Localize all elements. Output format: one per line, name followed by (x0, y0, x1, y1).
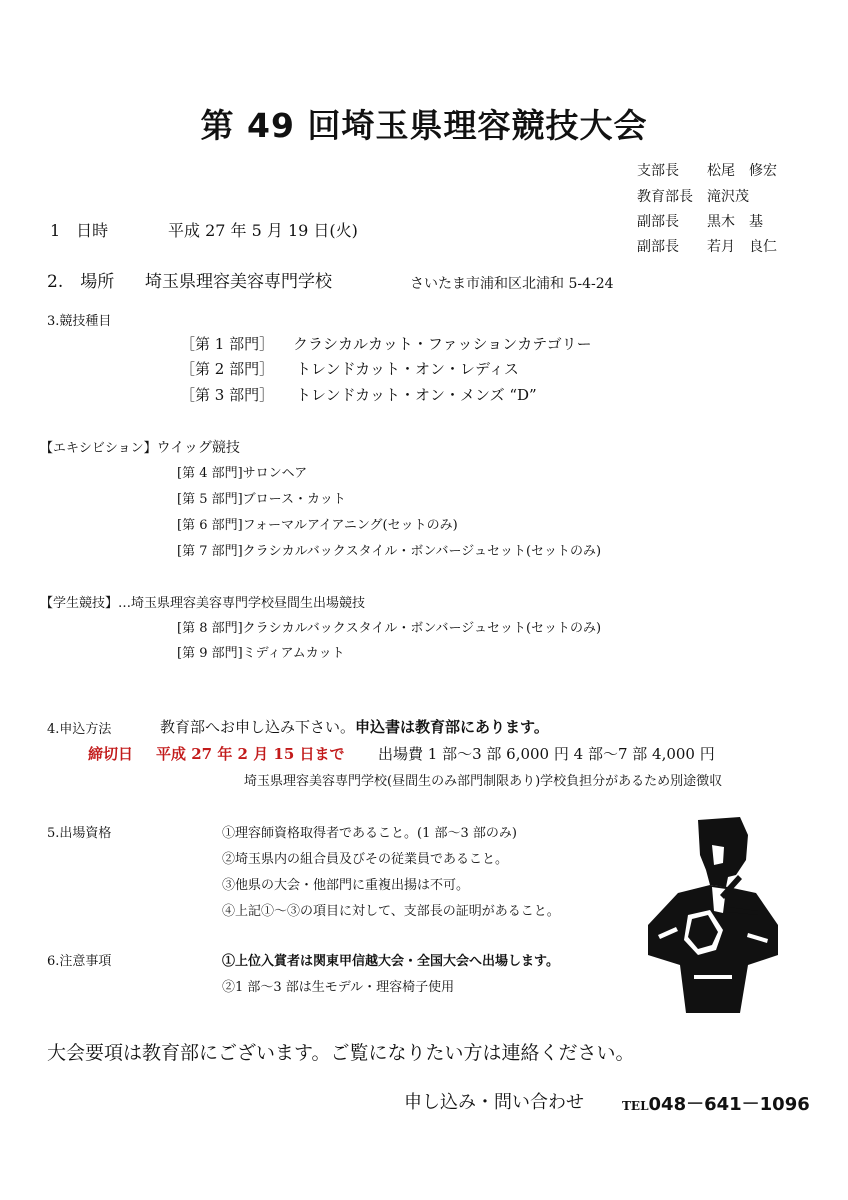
officer-name: 黒木 基 (707, 214, 763, 230)
barber-silhouette-icon (628, 815, 788, 1015)
eligibility-item: ③他県の大会・他部門に重複出揚は不可。 (222, 878, 470, 893)
officer-name: 滝沢茂 (707, 189, 749, 205)
venue-name: 埼玉県理容美容専門学校 (145, 272, 332, 292)
venue-label: 2. 場所 (47, 272, 115, 292)
officer-role: 支部長 (637, 163, 679, 179)
officer-role: 副部長 (637, 214, 679, 230)
deadline-label: 締切日 (88, 745, 134, 763)
notes-item: ①上位入賞者は関東甲信越大会・全国大会へ出場します。 (222, 954, 559, 969)
officer-3 (637, 211, 763, 231)
officer-4 (637, 236, 777, 256)
school-note: 埼玉県理容美容専門学校(昼間生のみ部門制限あり)学校負担分があるため別途徴収 (244, 774, 723, 789)
exhibition-item: [第 5 部門]ブロース・カット (177, 492, 346, 507)
division-1-name: クラシカルカット・ファッションカテゴリー (293, 335, 592, 353)
exhibition-subtitle: ウイッグ競技 (156, 440, 240, 456)
officer-role: 教育部長 (637, 189, 693, 205)
date-value: 平成 27 年 5 月 19 日(火) (168, 221, 358, 240)
barber-illustration (628, 815, 788, 1015)
officer-name: 松尾 修宏 (707, 163, 777, 179)
division-1-tag: ［第 1 部門］ (180, 335, 275, 353)
student-heading (40, 592, 365, 611)
eligibility-item: ①理容師資格取得者であること。(1 部～3 部のみ) (222, 826, 517, 841)
tel-number: 048－641－1096 (648, 1094, 810, 1115)
date-label: 1 日時 (50, 221, 109, 240)
exhibition-item: [第 6 部門]フォーマルアイアニング(セットのみ) (177, 518, 458, 533)
application-instruction: 教育部へお申し込み下さい。 (160, 718, 356, 736)
contact-phone (622, 1090, 810, 1116)
student-item: [第 9 部門]ミディアムカット (177, 646, 345, 661)
deadline-value: 平成 27 年 2 月 15 日まで (156, 745, 345, 763)
application-label: 4.申込方法 (47, 722, 112, 737)
division-2-name: トレンドカット・オン・レディス (296, 360, 519, 378)
division-3-tag: ［第 3 部門］ (180, 386, 275, 404)
exhibition-item: [第 7 部門]クラシカルバックスタイル・ボンバージュセット(セットのみ) (177, 544, 602, 559)
exhibition-item: [第 4 部門]サロンヘア (177, 466, 308, 481)
contact-label: 申し込み・問い合わせ (404, 1092, 584, 1113)
tel-prefix: TEL (622, 1099, 649, 1113)
notes-item: ②1 部～3 部は生モデル・理容椅子使用 (222, 980, 455, 995)
officer-1 (637, 160, 777, 180)
footer-notice: 大会要項は教育部にございます。ご覧になりたい方は連絡ください。 (47, 1042, 635, 1064)
eligibility-item: ④上記①～③の項目に対して、支部長の証明があること。 (222, 904, 560, 919)
officer-role: 副部長 (637, 239, 679, 255)
eligibility-item: ②埼玉県内の組合員及びその従業員であること。 (222, 852, 509, 867)
application-form-location: 申込書は教育部にあります。 (355, 718, 549, 736)
student-label: 【学生競技】 (40, 596, 119, 611)
entry-fee: 出場費 1 部～3 部 6,000 円 4 部～7 部 4,000 円 (378, 745, 715, 763)
exhibition-label: 【エキシビション】 (40, 441, 157, 456)
application-text (160, 716, 549, 737)
officer-2 (637, 186, 749, 206)
officer-name: 若月 良仁 (707, 239, 777, 255)
division-3-name: トレンドカット・オン・メンズ “D” (296, 386, 537, 404)
student-subtitle: …埼玉県理容美容専門学校昼間生出場競技 (118, 596, 366, 611)
division-2-tag: ［第 2 部門］ (180, 360, 275, 378)
notes-label: 6.注意事項 (47, 954, 112, 969)
eligibility-label: 5.出場資格 (47, 826, 112, 841)
student-item: [第 8 部門]クラシカルバックスタイル・ボンバージュセット(セットのみ) (177, 621, 602, 636)
venue-address: さいたま市浦和区北浦和 5-4-24 (410, 276, 614, 292)
events-heading: 3.競技種目 (47, 314, 112, 329)
exhibition-heading (40, 437, 240, 457)
page-title: 第 49 回埼玉県理容競技大会 (200, 106, 648, 145)
